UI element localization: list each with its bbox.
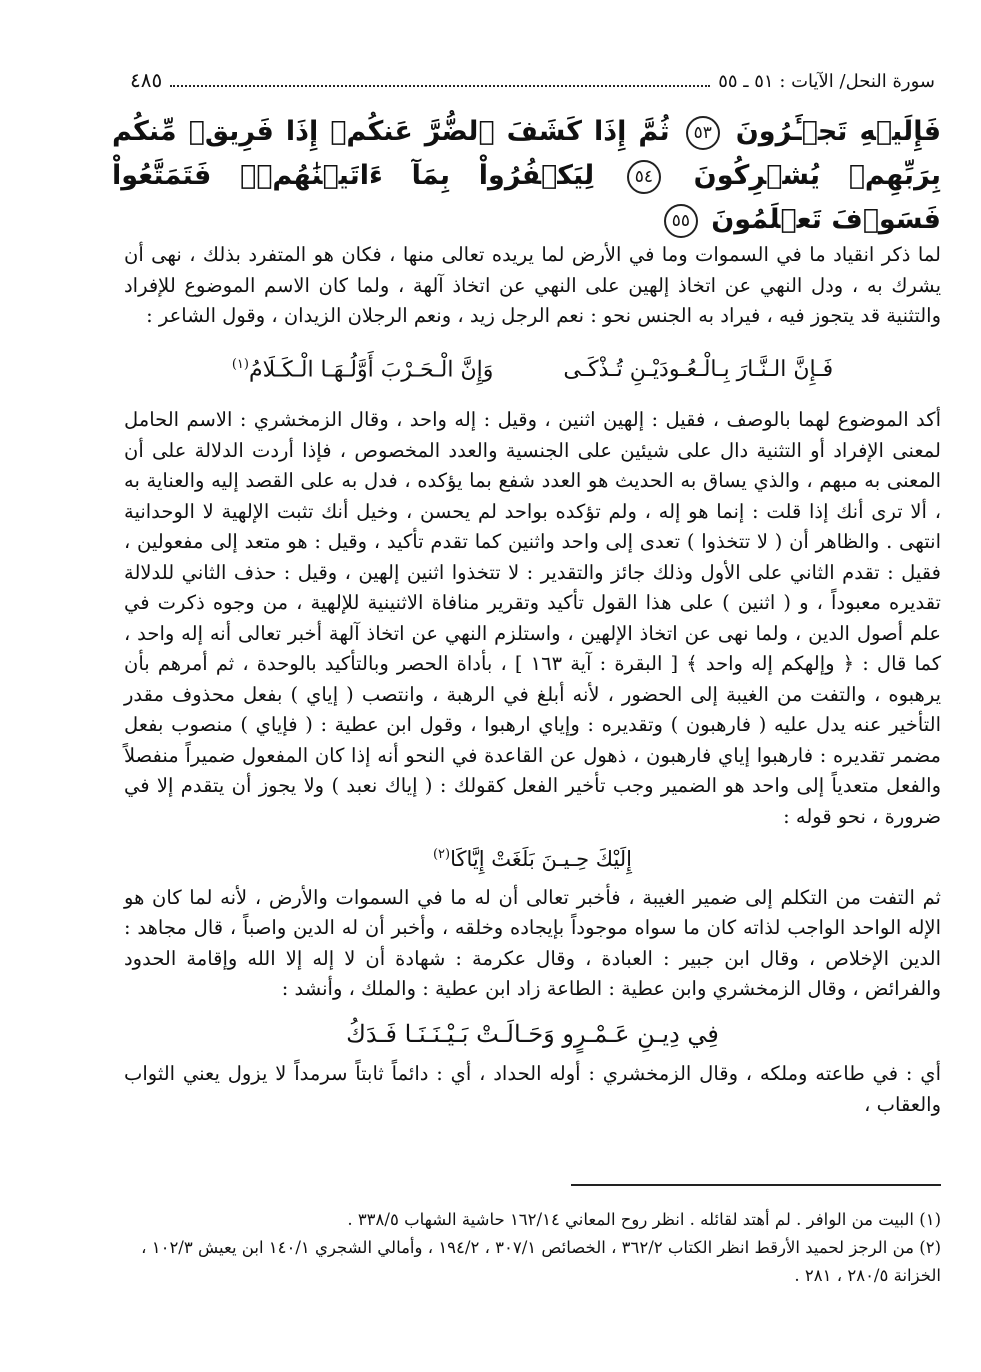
footnote-1: (١) البيت من الوافر . لم أهتد لقائله . انظر روح المعاني ١٦٢/١٤ حاشية الشهاب ٣٣٨/٥ .: [347, 1210, 941, 1229]
poem-verse-1: [124, 350, 941, 386]
verse-number-55: ٥٥: [664, 204, 698, 238]
commentary-body: [124, 240, 941, 1120]
footnote-marker-2: (٢): [432, 847, 451, 863]
paragraph-3: ثم التفت من التكلم إلى ضمير الغيبة ، فأخبر تعالى أن له ما في السموات والأرض ، لأنه لما كان هو الإله الواحد الواجب لذاته كان ما سواه موجوداً بإيجاده وخلقه ، وأخبر أن له الدين واصباً ، قال مجاهد : الدين الإخلاص ، وقال ابن جبير : العبادة ، وقال عكرمة : شهادة أن لا إله إلا الله وإقامة الحدود والفرائض ، وقال الزمخشري وابن عطية : الطاعة زاد ابن عطية : والملك ، وأنشد :: [124, 885, 941, 1001]
paragraph-2: أكد الموضوع لهما بالوصف ، فقيل : إلهين اثنين ، وقيل : إله واحد ، وقال الزمخشري : الاسم الحامل لمعنى الإفراد أو التثنية دال على شيئين على الجنسية والعدد المخصوص ، فإذا أردت الدلالة على أن المعنى به مبهم ، والذي يساق به الحديث هو العدد شفع بما يؤكده ، فدل به على القصد إليه والعناية به ، ألا ترى أنك إذا قلت : إنما هو إله ، ولم تؤكده بواحد لم يحسن ، وخيل أنك تثبت الإلهية لا الوحدانية انتهى . والظاهر أن ( لا تتخذوا ) تعدى إلى واحد واثنين كما تقدم تأكيد ، وقيل : هو متعد إلى مفعولين ، فقيل : تقدم الثاني على الأول وذلك جائز والتقدير : لا تتخذوا اثنين إلهين ، وقيل : حذف الثاني للدلالة تقديره معبوداً ، و ( اثنين ) على هذا القول تأكيد وتقرير منافاة الاثنينية للإلهية ، من وجوه ذكرت في علم أصول الدين ، ولما نهى عن اتخاذ الإلهين ، واستلزم النهي عن اتخاذ آلهة أخبر تعالى أنه إله واحد ، كما قال : ﴿ وإلهكم إله واحد ﴾ [ البقرة : آية ١٦٣ ] ، بأداة الحصر وبالتأكيد بالوحدة ، ثم أمرهم بأن يرهبوه ، والتفت من الغيبة إلى الحضور ، لأنه أبلغ في الرهبة ، وانتصب ( إياي ) بفعل محذوف مقدر التأخير عنه يدل عليه ( فارهبون ) وتقديره : وإياي ارهبوا ، وقول ابن عطية : ( فإياي ) منصوب بفعل مضمر تقديره : فارهبوا إياي فارهبون ، ذهول عن القاعدة في النحو أنه إذا كان المفعول ضميراً منفصلاً والفعل متعدياً إلى واحد هو الضمير وجب تأخير الفعل كقولك : ( إياك نعبد ) ولا يجوز أن يتقدم إلا في ضرورة ، نحو قوله :: [124, 408, 941, 828]
poem-1-second-hemistich-text: وَإِنَّ الْـحَـرْبَ أَوَّلُـهَـا الْـكَـلَامُ: [248, 356, 494, 382]
header-dotted-leader: [170, 71, 710, 87]
quran-verses: [112, 110, 941, 242]
verse-53-text: فَإِلَيۡهِ تَجۡـَٔرُونَ: [735, 116, 942, 147]
verse-number-54: ٥٤: [627, 160, 661, 194]
footnote-separator: [571, 1184, 941, 1186]
footnote-marker-1: (١): [231, 356, 249, 372]
poem-verse-3: فِي دِيـنِ عَـمْـرٍو وَحَـالَـتْ بَـيْـنَـنَـا فَـدَكُ: [346, 1019, 719, 1048]
verse-54-text: ثُمَّ إِذَا كَشَفَ ٱلضُّرَّ عَنكُمۡ إِذَا فَرِيقٞ مِّنكُم بِرَبِّهِمۡ يُشۡرِكُونَ: [112, 116, 941, 191]
paragraph-1: لما ذكر انقياد ما في السموات وما في الأرض لما يريده تعالى منها ، فكان هو المتفرد بذلك ، نهى أن يشرك به ، ودل النهي عن اتخاذ إلهين على النهي عن اتخاذ آلهة ، ولما كان الاسم الموضوع للإفراد والتثنية قد يتجوز فيه ، فيراد به الجنس نحو : نعم الرجل زيد ، ونعم الرجلان الزيدان ، وقول الشاعر :: [124, 243, 941, 327]
running-header: [130, 68, 935, 92]
verse-55-text: لِيَكۡفُرُواْ بِمَآ ءَاتَيۡنَٰهُمۡۚ فَتَمَتَّعُواْ فَسَوۡفَ تَعۡلَمُونَ: [112, 160, 941, 235]
poem-2-text: إِلَيْكَ حِـيـنَ بَلَغَتْ إِيَّاكَا: [450, 847, 633, 872]
paragraph-4: أي : في طاعته وملكه ، وقال الزمخشري : أوله الحداد ، أي : دائماً ثابتاً سرمداً لا يزول يعني الثواب والعقاب ،: [124, 1062, 941, 1116]
verse-number-53: ٥٣: [686, 116, 720, 150]
footnote-2: (٢) من الرجز لحميد الأرقط انظر الكتاب ٣٦٢/٢ ، الخصائص ٣٠٧/١ ، ١٩٤/٢ ، وأمالي الشجري ١٤٠/١ ابن يعيش ١٠٢/٣ ، الخزانة ٢٨٠/٥ ، ٢٨١ .: [141, 1238, 941, 1285]
page-number: ٤٨٥: [130, 68, 163, 92]
footnotes: [124, 1206, 941, 1290]
header-title: سورة النحل/ الآيات : ٥١ ـ ٥٥: [718, 71, 935, 92]
poem-1-first-hemistich: فَـإِنَّ الـنَّـارَ بِـالْـعُـودَيْـنِ تُـذْكَـى: [563, 356, 834, 382]
poem-verse-2: [124, 840, 941, 875]
poem-1-second-hemistich: [232, 350, 494, 386]
